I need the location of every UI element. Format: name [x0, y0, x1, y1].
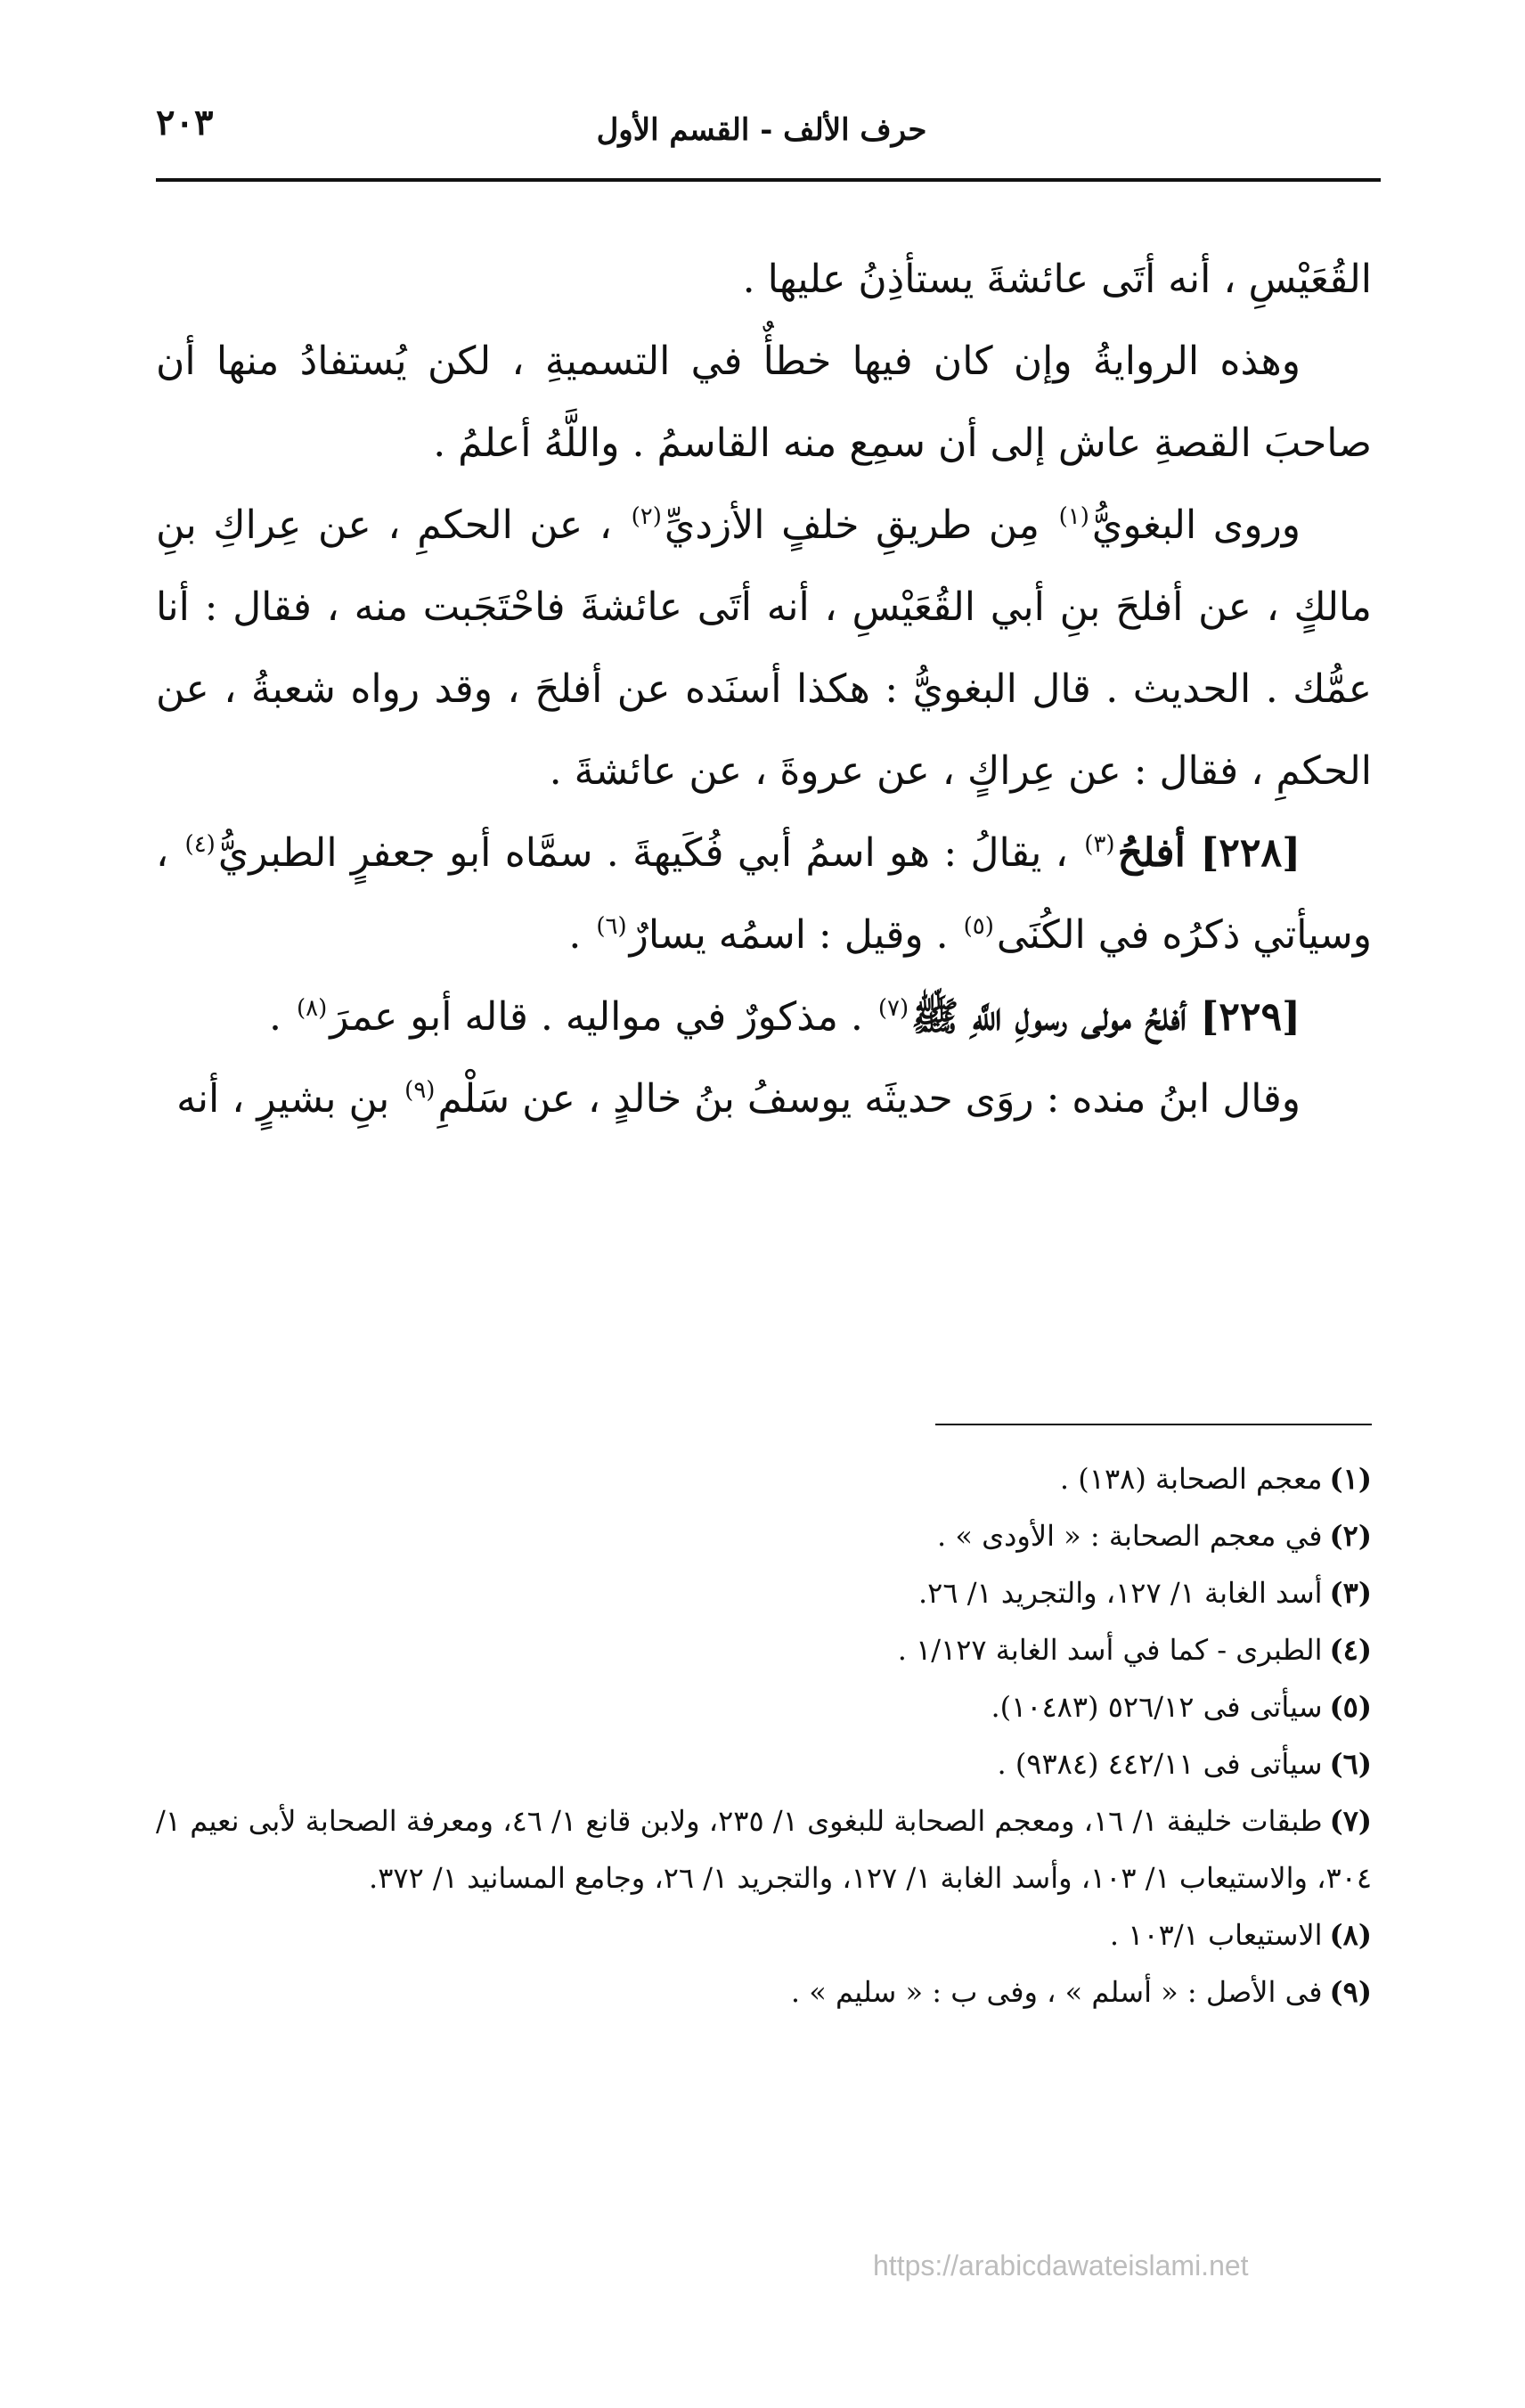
footnote-4	[156, 1621, 1372, 1678]
footnotes	[156, 1450, 1372, 2020]
footnote-3	[156, 1564, 1372, 1621]
page-number: ٢٠٣	[156, 102, 214, 143]
footnote-text: الاستيعاب ١٠٣/١ .	[1109, 1918, 1323, 1952]
paragraph-1: القُعَيْسِ ، أنه أتَى عائشةَ يستأذِنُ عليها .	[742, 257, 1372, 302]
footnote-ref-6[interactable]: (٦)	[596, 913, 627, 941]
paragraph-3-part-b: مِن طريقِ خلفٍ الأزديِّ	[664, 502, 1056, 548]
footnote-ref-4[interactable]: (٤)	[184, 831, 216, 859]
entry-228-part-d: .	[568, 912, 594, 958]
footnote-text: أسد الغابة ١/ ١٢٧، والتجريد ١/ ٢٦.	[917, 1576, 1323, 1610]
entry-228-part-b: ، وسيأتي ذكرُه في الكُنَى	[156, 830, 1372, 958]
footnote-marker: (٧)	[1329, 1804, 1373, 1838]
footnote-marker: (١)	[1329, 1462, 1372, 1496]
entry-229	[156, 976, 1372, 1058]
footnote-ref-3[interactable]: (٣)	[1084, 831, 1115, 859]
footnote-text: في معجم الصحابة : « الأودى » .	[936, 1519, 1323, 1553]
footnote-7	[156, 1792, 1372, 1906]
footnote-text: معجم الصحابة (١٣٨) .	[1059, 1462, 1323, 1496]
footnote-marker: (٤)	[1329, 1633, 1372, 1667]
footnote-6	[156, 1735, 1372, 1792]
paragraph-3-part-c: ، عن الحكمِ ، عن عِراكِ بنِ مالكٍ ، عن أفلحَ بنِ أبي القُعَيْسِ ، أنه أتَى عائشةَ فاحْتَجَبت منه ، فقال : أنا عمُّك . الحديث . قال البغويُّ : هكذا أسنَده عن أفلحَ ، وقد رواه شعبةُ ، عن الحكمِ ، فقال : عن عِراكٍ ، عن عروةَ ، عن عائشةَ .	[156, 502, 1372, 794]
entry-228	[156, 812, 1372, 976]
footnote-8	[156, 1906, 1372, 1963]
footnote-text: سيأتى فى ٤٤٢/١١ (٩٣٨٤) .	[997, 1747, 1323, 1781]
footnote-ref-9[interactable]: (٩)	[404, 1077, 436, 1105]
main-text	[156, 239, 1372, 1140]
entry-229-part-a: . مذكورٌ في مواليه . قاله أبو عمرَ	[330, 994, 876, 1040]
footnote-marker: (٣)	[1329, 1576, 1372, 1610]
footnote-text: سيأتى فى ٥٢٦/١٢ (١٠٤٨٣).	[991, 1690, 1323, 1724]
entry-228-name: أفلحُ	[1117, 830, 1201, 876]
footnote-ref-1[interactable]: (١)	[1058, 503, 1089, 531]
paragraph-4-part-a: وقال ابنُ منده : روَى حديثَه يوسفُ بنُ خالدٍ ، عن سَلْمِ	[437, 1076, 1301, 1122]
footnote-marker: (٥)	[1329, 1690, 1372, 1724]
header-rule	[156, 178, 1381, 182]
entry-228-part-a: ، يقالُ : هو اسمُ أبي فُكَيهةَ . سمَّاه أبو جعفرٍ الطبريُّ	[217, 830, 1082, 876]
running-header	[156, 100, 1367, 162]
entry-229-name: أفلحُ مولى رسولِ اللَّهِ ﷺ	[911, 994, 1201, 1040]
footnote-separator	[935, 1424, 1372, 1425]
paragraph-4	[156, 1058, 1372, 1140]
entry-228-number: [٢٢٨]	[1200, 830, 1301, 876]
footnote-text: فى الأصل : « أسلم » ، وفى ب : « سليم » .	[790, 1975, 1323, 2009]
entry-229-number: [٢٢٩]	[1200, 994, 1301, 1040]
footnote-ref-7[interactable]: (٧)	[877, 995, 909, 1023]
footnote-text: الطبرى - كما في أسد الغابة ١/١٢٧ .	[897, 1633, 1323, 1667]
watermark-url: https://arabicdawateislami.net	[873, 2249, 1249, 2281]
paragraph-2: وهذه الروايةُ وإن كان فيها خطأٌ في التسميةِ ، لكن يُستفادُ منها أن صاحبَ القصةِ عاش إلى أن سمِع منه القاسمُ . واللَّهُ أعلمُ .	[156, 339, 1372, 466]
footnote-9	[156, 1963, 1372, 2020]
footnote-2	[156, 1507, 1372, 1564]
footnote-text: طبقات خليفة ١/ ١٦، ومعجم الصحابة للبغوى ١/ ٢٣٥، ولابن قانع ١/ ٤٦، ومعرفة الصحابة لأبى نعيم ١/ ٣٠٤، والاستيعاب ١/ ١٠٣، وأسد الغابة ١/ ١٢٧، والتجريد ١/ ٢٦، وجامع المسانيد ١/ ٣٧٢.	[156, 1804, 1372, 1895]
paragraph-3	[156, 485, 1372, 812]
footnote-5	[156, 1678, 1372, 1735]
footnote-1	[156, 1450, 1372, 1507]
footnote-ref-8[interactable]: (٨)	[297, 995, 328, 1023]
footnote-marker: (٩)	[1329, 1975, 1372, 2009]
footnote-ref-5[interactable]: (٥)	[963, 913, 994, 941]
footnote-ref-2[interactable]: (٢)	[631, 503, 662, 531]
footnote-marker: (٨)	[1329, 1918, 1372, 1952]
entry-229-part-b: .	[269, 994, 295, 1040]
paragraph-4-part-b: بنِ بشيرٍ ، أنه	[176, 1076, 403, 1122]
entry-228-part-c: . وقيل : اسمُه يسارٌ	[629, 912, 961, 958]
paragraph-3-part-a: وروى البغويُّ	[1091, 502, 1301, 548]
footnote-marker: (٢)	[1329, 1519, 1372, 1553]
footnote-marker: (٦)	[1329, 1747, 1372, 1781]
running-title: حرف الألف - القسم الأول	[596, 112, 927, 148]
